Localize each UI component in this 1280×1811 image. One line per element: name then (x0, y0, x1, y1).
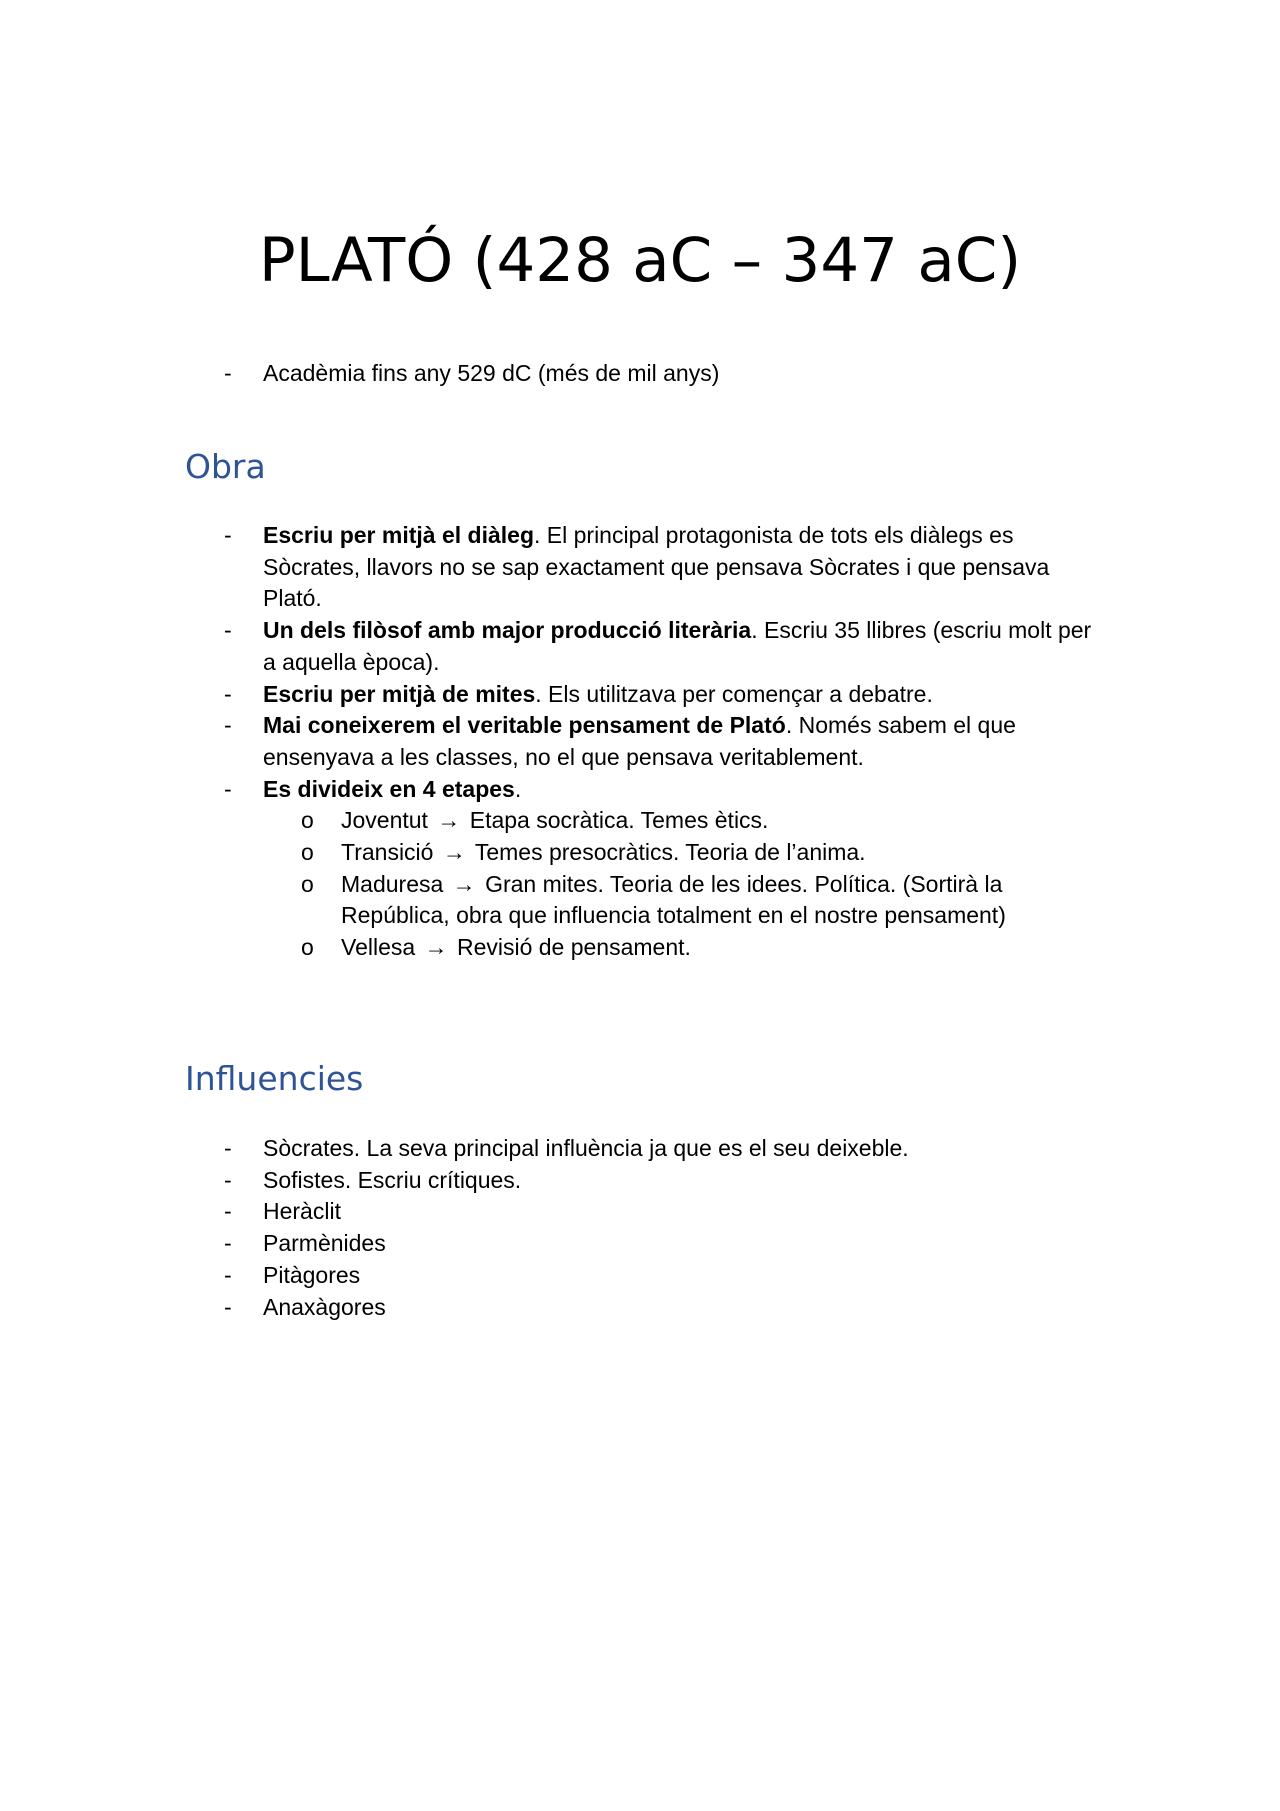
page-title: PLATÓ (428 aC – 347 aC) (258, 225, 1022, 296)
circle-bullet: o (301, 870, 314, 897)
list-item-text: . Els utilitzava per començar a debatre. (535, 680, 933, 707)
circle-bullet: o (301, 934, 314, 961)
list-item-text: Anaxàgores (263, 1293, 386, 1320)
list-item (0, 615, 1280, 678)
list-item (0, 1292, 1280, 1324)
arrow-right-icon: → (452, 870, 476, 897)
dash-bullet: - (224, 775, 232, 802)
arrow-right-icon: → (437, 807, 461, 834)
arrow-right-icon: → (424, 934, 448, 961)
section-heading-obra: Obra (185, 447, 266, 486)
list-item (0, 710, 1280, 773)
stage-text: Gran mites. Teoria de les idees. Política. (Sortirà la República, obra que influencia totalment en el nostre pensament) (341, 870, 1006, 929)
list-item (0, 1133, 1280, 1165)
dash-bullet: - (224, 1230, 232, 1257)
list-item-text: Pitàgores (263, 1261, 361, 1288)
stage-text: Etapa socràtica. Temes ètics. (469, 807, 769, 834)
list-item-bold: Escriu per mitjà el diàleg (263, 522, 534, 548)
stage-text: Temes presocràtics. Teoria de l’anima. (474, 839, 866, 866)
list-item (0, 358, 1280, 390)
list-item (0, 1196, 1280, 1228)
stage-item (0, 869, 1280, 932)
list-item-bold: Un dels filòsof amb major producció literària (263, 617, 752, 644)
list-item (0, 1260, 1280, 1292)
list-item (0, 774, 1280, 806)
dash-bullet: - (224, 360, 232, 386)
stage-name: Maduresa (341, 870, 444, 897)
list-item-text: Parmènides (263, 1230, 386, 1257)
dash-bullet: - (224, 1135, 232, 1161)
list-item (0, 520, 1280, 615)
list-item-text: Heràclit (263, 1198, 341, 1225)
circle-bullet: o (301, 807, 314, 834)
stage-name: Vellesa (341, 934, 416, 961)
list-item-text: . El principal protagonista de tots els diàlegs es Sòcrates, llavors no se sap exactament que pensava Sòcrates i que pensava Plató. (263, 522, 1050, 612)
list-item-text: Sòcrates. La seva principal influència ja que es el seu deixeble. (263, 1135, 909, 1161)
circle-bullet: o (301, 839, 314, 866)
section-heading-influencies: Influencies (185, 1059, 364, 1098)
stage-item (0, 837, 1280, 869)
list-item-text: Sofistes. Escriu crítiques. (263, 1166, 522, 1193)
obra-list (0, 520, 1280, 964)
dash-bullet: - (224, 522, 232, 548)
list-item (0, 1228, 1280, 1260)
stage-name: Joventut (341, 807, 428, 834)
list-item-text: Acadèmia fins any 529 dC (més de mil anys) (263, 360, 720, 386)
list-item-bold: Es divideix en 4 etapes (263, 775, 515, 802)
list-item-text: . Escriu 35 llibres (escriu molt per a aquella època). (263, 617, 1092, 675)
stage-text: Revisió de pensament. (456, 934, 691, 961)
stage-item (0, 932, 1280, 964)
stage-item (0, 805, 1280, 837)
list-item-text: . (514, 775, 522, 802)
dash-bullet: - (224, 1166, 232, 1193)
dash-bullet: - (224, 617, 232, 644)
list-item (0, 679, 1280, 711)
list-item-bold: Mai coneixerem el veritable pensament de Plató (263, 712, 786, 739)
list-item (0, 1165, 1280, 1197)
list-item-text: . Només sabem el que ensenyava a les classes, no el que pensava veritablement. (263, 712, 1016, 770)
stage-name: Transició (341, 839, 434, 866)
dash-bullet: - (224, 712, 232, 739)
dash-bullet: - (224, 680, 232, 707)
intro-list (0, 358, 1280, 390)
list-item-bold: Escriu per mitjà de mites (263, 680, 536, 707)
dash-bullet: - (224, 1261, 232, 1288)
influencies-list (0, 1133, 1280, 1323)
dash-bullet: - (224, 1198, 232, 1225)
dash-bullet: - (224, 1293, 232, 1320)
arrow-right-icon: → (442, 839, 466, 866)
